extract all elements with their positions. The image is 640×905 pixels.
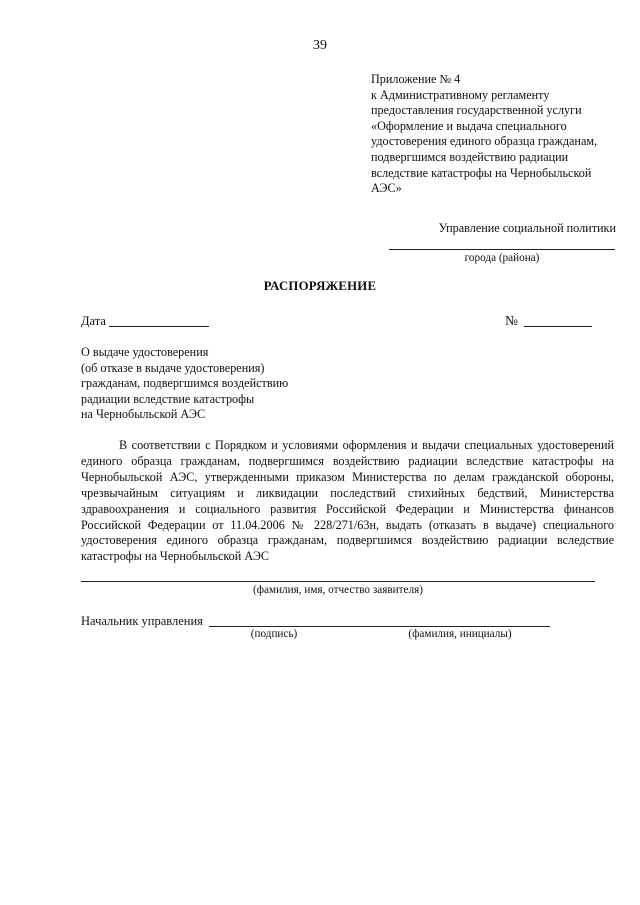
- department-blank-line: [389, 249, 615, 250]
- date-blank-line: [109, 326, 209, 327]
- department-label: Управление социальной политики: [438, 221, 616, 235]
- annex-line: к Административному регламенту: [371, 87, 550, 102]
- annex-line: подвергшимся воздействию радиации: [371, 149, 569, 164]
- annex-line: удостоверения единого образца гражданам,: [371, 134, 598, 149]
- subject-line: (об отказе в выдаче удостоверения): [81, 360, 265, 375]
- annex-line: вследствие катастрофы на Чернобыльской: [371, 165, 592, 180]
- subject-line: на Чернобыльской АЭС: [81, 407, 206, 422]
- number-label: №: [505, 313, 518, 328]
- date-label: Дата: [81, 314, 106, 328]
- applicant-caption: (фамилия, имя, отчество заявителя): [253, 584, 423, 596]
- annex-header: [371, 72, 621, 197]
- page-number: 39: [313, 38, 327, 53]
- name-caption: (фамилия, инициалы): [408, 628, 512, 640]
- applicant-blank-line: [81, 581, 595, 582]
- body-paragraph: В соответствии с Порядком и условиями оформления и выдачи специальных удостоверений единого образца гражданам, подвергшимся воздействию радиации вследствие катастрофы на Чернобыльской АЭС, утвержденными приказом Министерства по делам гражданской обороны, чрезвычайным ситуациям и ликвидации последствий стихийных бедствий, Министерства здравоохранения и социального развития Российской Федерации и Министерства финансов Российской Федерации от 11.04.2006 № 228/271/63н, выдать (отказать в выдаче) специального удостоверения единого образца гражданам, подвергшимся воздействию радиации вследствие катастрофы на Чернобыльской АЭС: [81, 438, 614, 564]
- annex-line: «Оформление и выдача специального: [371, 118, 567, 133]
- subject-block: [81, 345, 288, 423]
- head-label: Начальник управления: [81, 614, 203, 628]
- document-title: РАСПОРЯЖЕНИЕ: [263, 279, 377, 293]
- annex-line: предоставления государственной услуги: [371, 103, 582, 118]
- subject-line: гражданам, подвергшимся воздействию: [81, 376, 289, 391]
- signature-caption: (подпись): [250, 628, 298, 640]
- annex-line: АЭС»: [371, 181, 402, 196]
- subject-line: О выдаче удостоверения: [81, 345, 209, 359]
- subject-line: радиации вследствие катастрофы: [81, 391, 255, 406]
- head-blank-line: [209, 626, 550, 627]
- annex-line: Приложение № 4: [371, 72, 461, 86]
- number-blank-line: [524, 326, 592, 327]
- department-caption: города (района): [464, 252, 540, 264]
